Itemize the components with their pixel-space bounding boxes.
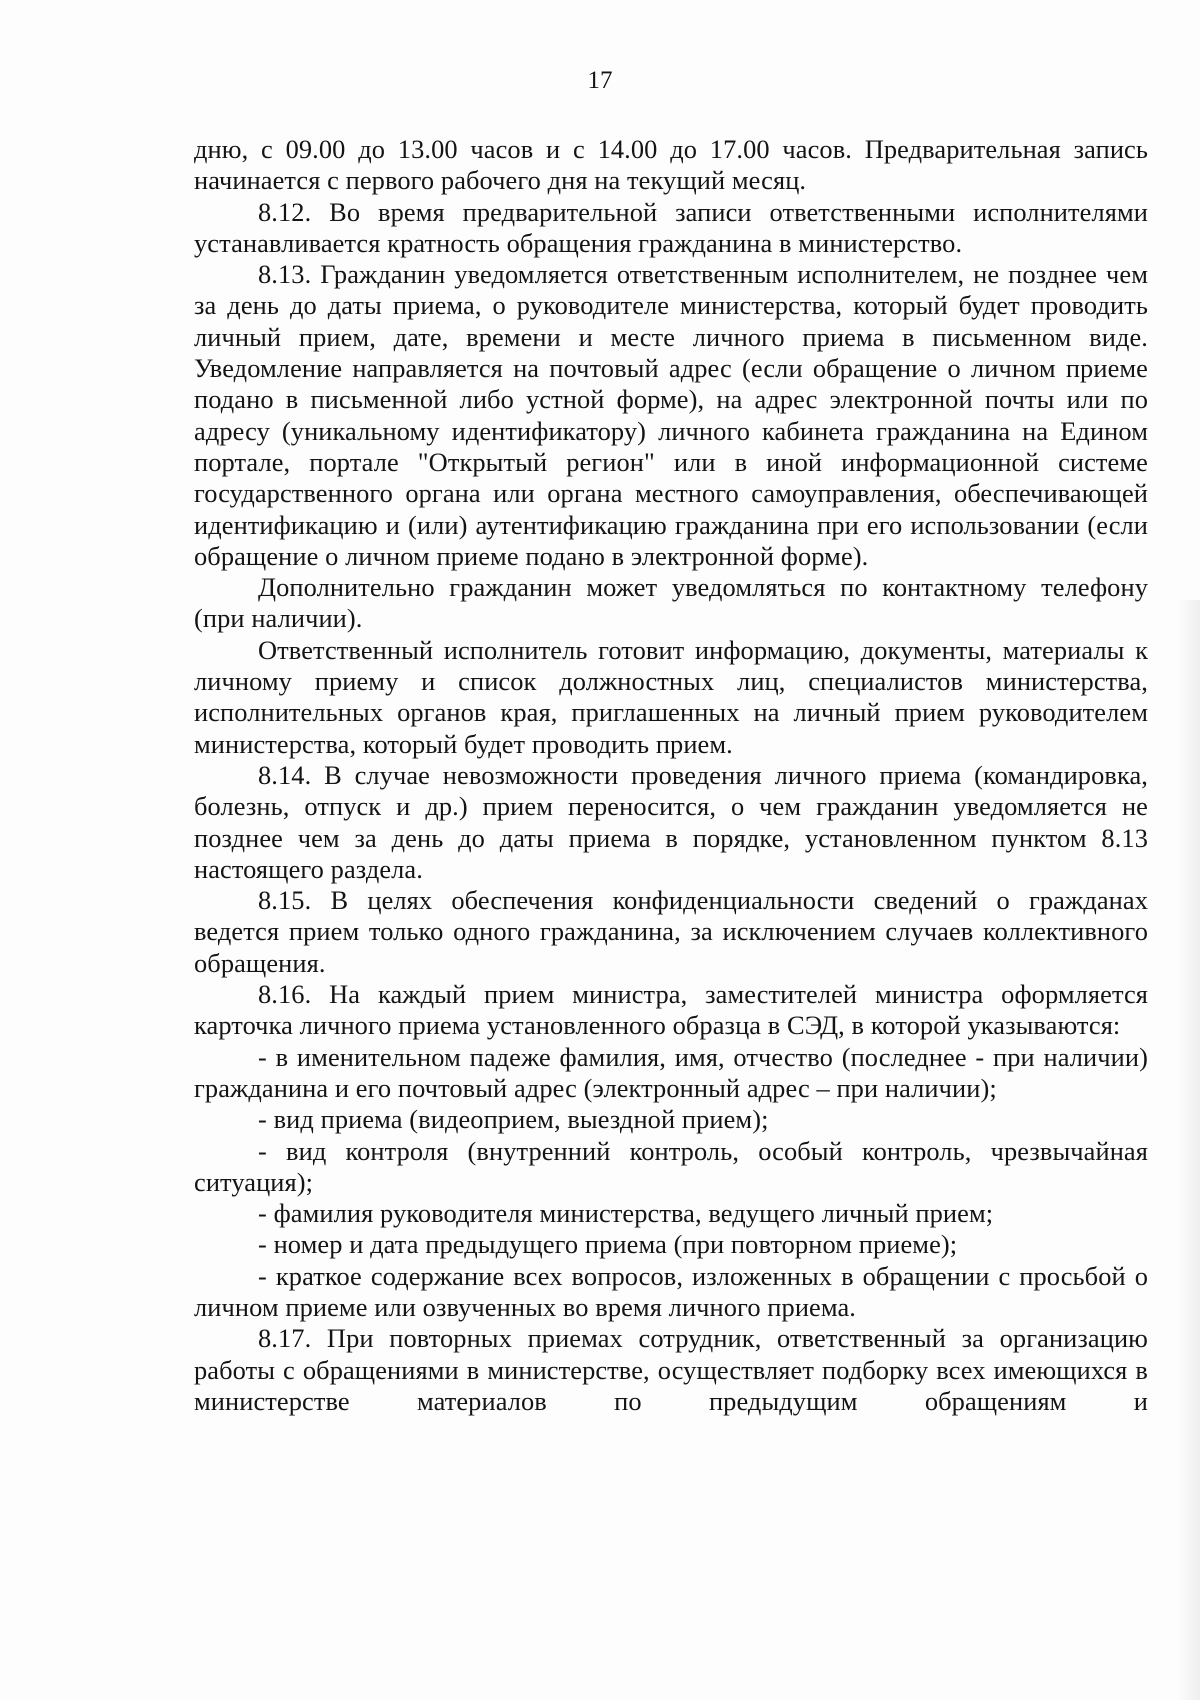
paragraph-8-12: 8.12. Во время предварительной записи ответственными исполнителями устанавливается кратность обращения гражданина в министерство. (194, 196, 1148, 258)
list-item-manager-name: - фамилия руководителя министерства, ведущего личный прием; (258, 1198, 994, 1229)
list-item-reception-type: - вид приема (видеоприем, выездной прием); (258, 1104, 769, 1135)
paragraph-8-13: 8.13. Гражданин уведомляется ответственным исполнителем, не позднее чем за день до даты приема, о руководителе министерства, который будет проводить личный прием, дате, времени и месте личного приема в письменном виде. Уведомление направляется на почтовый адрес (если обращение о личном приеме подано в письменной либо устной форме), на адрес электронной почты или по адресу (уникальному идентификатору) личного кабинета гражданина на Едином портале, портале "Открытый регион" или в иной информационной системе государственного органа или органа местного самоуправления, обеспечивающей идентификацию и (или) аутентификацию гражданина при его использовании (если обращение о личном приеме подано в электронной форме). (194, 259, 1148, 571)
document-body (194, 134, 1148, 1417)
paragraph-8-15: 8.15. В целях обеспечения конфиденциальности сведений о гражданах ведется прием только одного гражданина, за исключением случаев коллективного обращения. (194, 885, 1148, 978)
paragraph-8-14: 8.14. В случае невозможности проведения личного приема (командировка, болезнь, отпуск и др.) прием переносится, о чем гражданин уведомляется не позднее чем за день до даты приема в порядке, установленном пунктом 8.13 настоящего раздела. (194, 759, 1148, 884)
paragraph-additional-notification: Дополнительно гражданин может уведомляться по контактному телефону (при наличии). (194, 572, 1148, 634)
list-item-control-type: - вид контроля (внутренний контроль, особый контроль, чрезвычайная ситуация); (194, 1135, 1148, 1197)
page-number: 17 (587, 67, 613, 94)
list-item-summary: - краткое содержание всех вопросов, изложенных в обращении с просьбой о личном приеме или озвученных во время личного приема. (194, 1260, 1148, 1322)
list-item-citizen-name: - в именительном падеже фамилия, имя, отчество (последнее - при наличии) гражданина и его почтовый адрес (электронный адрес – при наличии); (194, 1041, 1148, 1103)
paragraph-8-16: 8.16. На каждый прием министра, заместителей министра оформляется карточка личного приема установленного образца в СЭД, в которой указываются: (194, 979, 1148, 1041)
paragraph-responsible-executor: Ответственный исполнитель готовит информацию, документы, материалы к личному приему и список должностных лиц, специалистов министерства, исполнительных органов края, приглашенных на личный прием руководителем министерства, который будет проводить прием. (194, 634, 1148, 759)
paragraph-8-17: 8.17. При повторных приемах сотрудник, ответственный за организацию работы с обращениями в министерстве, осуществляет подборку всех имеющихся в министерстве материалов по предыдущим обращениям и (194, 1323, 1148, 1416)
list-item-previous-reception: - номер и дата предыдущего приема (при повторном приеме); (258, 1229, 958, 1260)
paragraph-continuation: дню, с 09.00 до 13.00 часов и с 14.00 до 17.00 часов. Предварительная запись начинается с первого рабочего дня на текущий месяц. (194, 134, 1148, 196)
scan-edge-shadow (1178, 600, 1200, 1700)
